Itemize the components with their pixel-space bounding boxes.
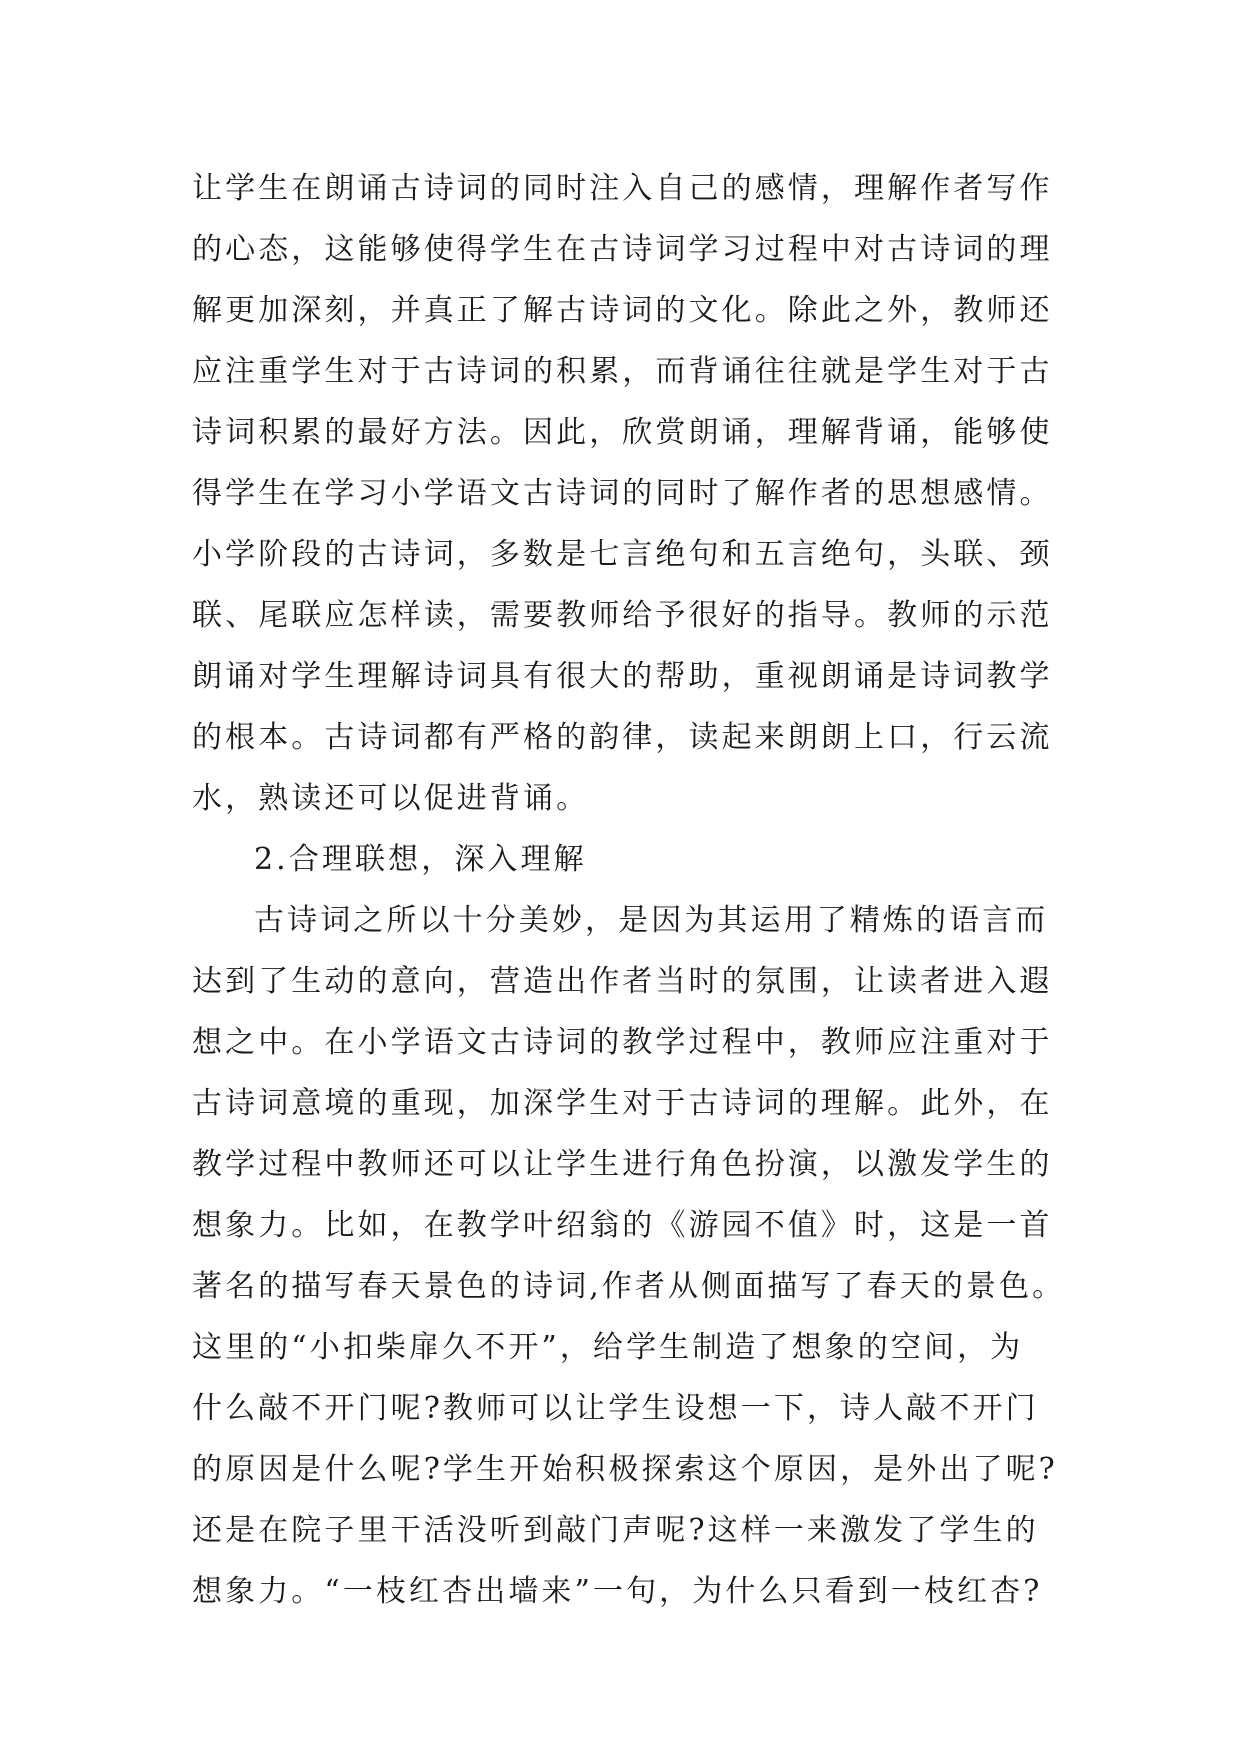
text-line: 教学过程中教师还可以让学生进行角色扮演，以激发学生的 — [192, 1147, 1053, 1182]
text-line: 古诗词意境的重现，加深学生对于古诗词的理解。此外，在 — [192, 1086, 1053, 1121]
text-line: 得学生在学习小学语文古诗词的同时了解作者的思想感情。 — [192, 476, 1053, 511]
text-line: 什么敲不开门呢?教师可以让学生设想一下，诗人敲不开门 — [192, 1391, 1039, 1426]
text-line: 的心态，这能够使得学生在古诗词学习过程中对古诗词的理 — [192, 232, 1053, 267]
text-line: 小学阶段的古诗词，多数是七言绝句和五言绝句，头联、颈 — [192, 537, 1053, 572]
text-line: 解更加深刻，并真正了解古诗词的文化。除此之外，教师还 — [192, 293, 1053, 328]
text-line: 还是在院子里干活没听到敲门声呢?这样一来激发了学生的 — [192, 1513, 1039, 1548]
text-line: 水，熟读还可以促进背诵。 — [192, 781, 590, 816]
text-line: 朗诵对学生理解诗词具有很大的帮助，重视朗诵是诗词教学 — [192, 659, 1053, 694]
paragraph-first-line: 古诗词之所以十分美妙，是因为其运用了精炼的语言而 — [254, 903, 1049, 938]
text-line: 想象力。比如，在教学叶绍翁的《游园不值》时，这是一首 — [192, 1208, 1053, 1243]
text-line: 的根本。古诗词都有严格的韵律，读起来朗朗上口，行云流 — [192, 720, 1053, 755]
text-line: 联、尾联应怎样读，需要教师给予很好的指导。教师的示范 — [192, 598, 1053, 633]
text-line: 想象力。“一枝红杏出墙来”一句，为什么只看到一枝红杏? — [192, 1574, 1043, 1609]
text-line: 达到了生动的意向，营造出作者当时的氛围，让读者进入遐 — [192, 964, 1053, 999]
text-line: 让学生在朗诵古诗词的同时注入自己的感情，理解作者写作 — [192, 171, 1053, 206]
text-line: 应注重学生对于古诗词的积累，而背诵往往就是学生对于古 — [192, 354, 1053, 389]
text-line: 想之中。在小学语文古诗词的教学过程中，教师应注重对于 — [192, 1025, 1053, 1060]
body-text — [192, 158, 1066, 1622]
text-line: 的原因是什么呢?学生开始积极探索这个原因，是外出了呢? — [192, 1452, 1058, 1487]
text-line: 著名的描写春天景色的诗词,作者从侧面描写了春天的景色。 — [192, 1269, 1066, 1304]
text-line: 诗词积累的最好方法。因此，欣赏朗诵，理解背诵，能够使 — [192, 415, 1053, 450]
text-line: 这里的“小扣柴扉久不开”，给学生制造了想象的空间，为 — [192, 1330, 1024, 1365]
section-heading: 2.合理联想，深入理解 — [254, 842, 587, 877]
